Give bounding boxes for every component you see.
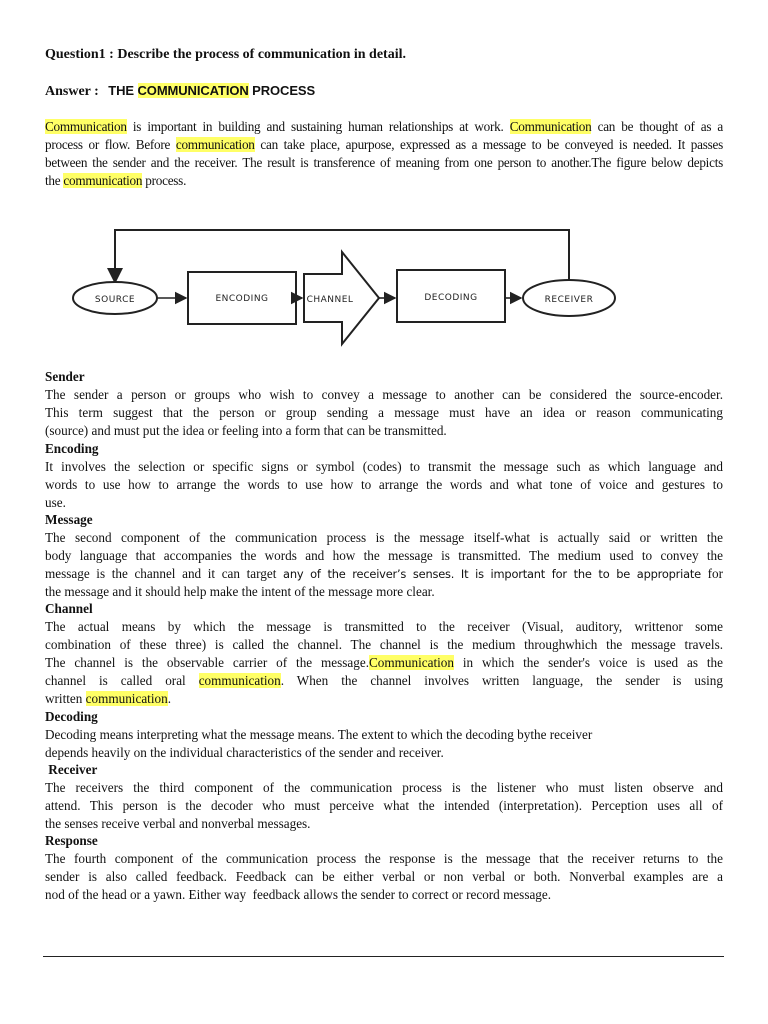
answer-line (45, 83, 315, 100)
text-line: The second component of the communication process is the message itself-what is actually said or written the (45, 530, 723, 545)
text-line (45, 654, 723, 672)
text-line: use. (45, 495, 66, 510)
text-line: The fourth component of the communication process the response is the message that the receiver returns to the (45, 851, 723, 866)
heading-message: Message (45, 512, 93, 527)
encoding-label: ENCODING (215, 294, 269, 304)
highlight-word: Communication (369, 655, 454, 670)
text-line: The actual means by which the message is transmitted to the receiver (Visual, auditory, writtenor some (45, 619, 723, 634)
intro-hl: Communication (45, 119, 127, 134)
text-line: sender is also called feedback. Feedback can be either verbal or non verbal or both. Nonverbal examples are a (45, 869, 723, 884)
paragraph-encoding (45, 458, 723, 512)
intro-text: process or flow. Before (45, 137, 176, 152)
text-line: It involves the selection or specific signs or symbol (codes) to transmit the message such as which language and (45, 459, 723, 474)
section-channel (45, 600, 723, 708)
text-fragment: in which the sender's voice is used as the (453, 655, 723, 670)
section-decoding (45, 708, 723, 762)
heading-sender: Sender (45, 369, 85, 384)
heading-decoding: Decoding (45, 709, 98, 724)
intro-text: is important in building and sustaining human relationships at work. (126, 119, 510, 134)
paragraph-message (45, 529, 723, 601)
section-sender (45, 368, 723, 440)
intro-text: the (45, 173, 64, 188)
section-encoding (45, 440, 723, 512)
section-message (45, 511, 723, 601)
text-fragment: for (700, 566, 723, 581)
text-fragment: channel is called oral (45, 673, 199, 688)
intro-line-2 (45, 136, 723, 154)
intro-text: can take place, apurpose, expressed as a message to be conveyed is needed. It passes (254, 137, 723, 152)
heading-encoding: Encoding (45, 441, 99, 456)
text-line: nod of the head or a yawn. Either way feedback allows the sender to correct or record message. (45, 887, 552, 902)
text-line (45, 565, 723, 583)
paragraph-receiver (45, 779, 723, 833)
title-highlight: COMMUNICATION (137, 83, 249, 98)
question-heading: Question1 : Describe the process of communication in detail. (45, 47, 406, 62)
text-line (45, 672, 723, 690)
paragraph-channel (45, 618, 723, 708)
text-line: This term suggest that the person or group sending a message must have an idea or reason communicating (45, 405, 723, 420)
intro-line-1 (45, 118, 723, 136)
intro-text: process. (142, 173, 187, 188)
paragraph-decoding (45, 726, 723, 762)
receiver-label: RECEIVER (544, 295, 594, 305)
title-process: PROCESS (252, 83, 316, 98)
paragraph-response (45, 850, 723, 904)
text-fragment: any of the receiver’s senses. It is important for the to be appropriate (283, 567, 701, 581)
text-fragment: written (45, 691, 86, 706)
section-title (108, 83, 315, 98)
intro-text: can be thought of as a (591, 119, 723, 134)
text-line: The receivers the third component of the communication process is the listener who must listen observe and (45, 780, 723, 795)
footer-divider (43, 956, 724, 957)
intro-hl: communication (63, 173, 143, 188)
answer-label: Answer : (45, 84, 99, 99)
communication-process-diagram (72, 222, 632, 352)
highlight-word: communication (85, 691, 168, 706)
text-line: attend. This person is the decoder who must perceive what the intended (interpretation). Perception uses all of (45, 798, 723, 813)
text-line (45, 690, 723, 708)
text-line: combination of these three) is called the channel. The channel is the medium throughwhich the message travels. (45, 637, 723, 652)
channel-label: CHANNEL (306, 295, 354, 305)
section-response (45, 832, 723, 904)
intro-line-3: between the sender and the receiver. The result is transference of meaning from one person to another.The figure below depicts (45, 155, 723, 170)
text-line: body language that accompanies the words and how the message is transmitted. The medium used to convey the (45, 548, 723, 563)
section-receiver (45, 761, 723, 833)
heading-receiver: Receiver (45, 762, 98, 777)
intro-hl: Communication (509, 119, 592, 134)
text-line: the senses receive verbal and nonverbal messages. (45, 816, 311, 831)
highlight-word: communication (198, 673, 281, 688)
text-fragment: message is the channel and it can target (45, 566, 284, 581)
decoding-label: DECODING (424, 293, 478, 303)
text-fragment: . When the channel involves written language, the sender is using (280, 673, 723, 688)
text-line: (source) and must put the idea or feeling into a form that can be transmitted. (45, 423, 447, 438)
text-line: the message and it should help make the intent of the message more clear. (45, 584, 435, 599)
text-fragment: . (167, 691, 171, 706)
source-label: SOURCE (94, 295, 136, 305)
heading-channel: Channel (45, 601, 93, 616)
intro-paragraph (45, 118, 723, 190)
paragraph-sender (45, 386, 723, 440)
text-line: Decoding means interpreting what the message means. The extent to which the decoding bythe receiver (45, 727, 593, 742)
heading-response: Response (45, 833, 98, 848)
title-the: THE (108, 83, 134, 98)
intro-hl: communication (175, 137, 255, 152)
intro-line-4 (45, 172, 723, 190)
text-line: depends heavily on the individual characteristics of the sender and receiver. (45, 745, 444, 760)
text-line: The sender a person or groups who wish to convey a message to another can be considered the source-encoder. (45, 387, 723, 402)
text-fragment: The channel is the observable carrier of the message. (45, 655, 369, 670)
text-line: words to use how to arrange the words to use how to arrange the words and what tone of voice and gestures to (45, 477, 723, 492)
